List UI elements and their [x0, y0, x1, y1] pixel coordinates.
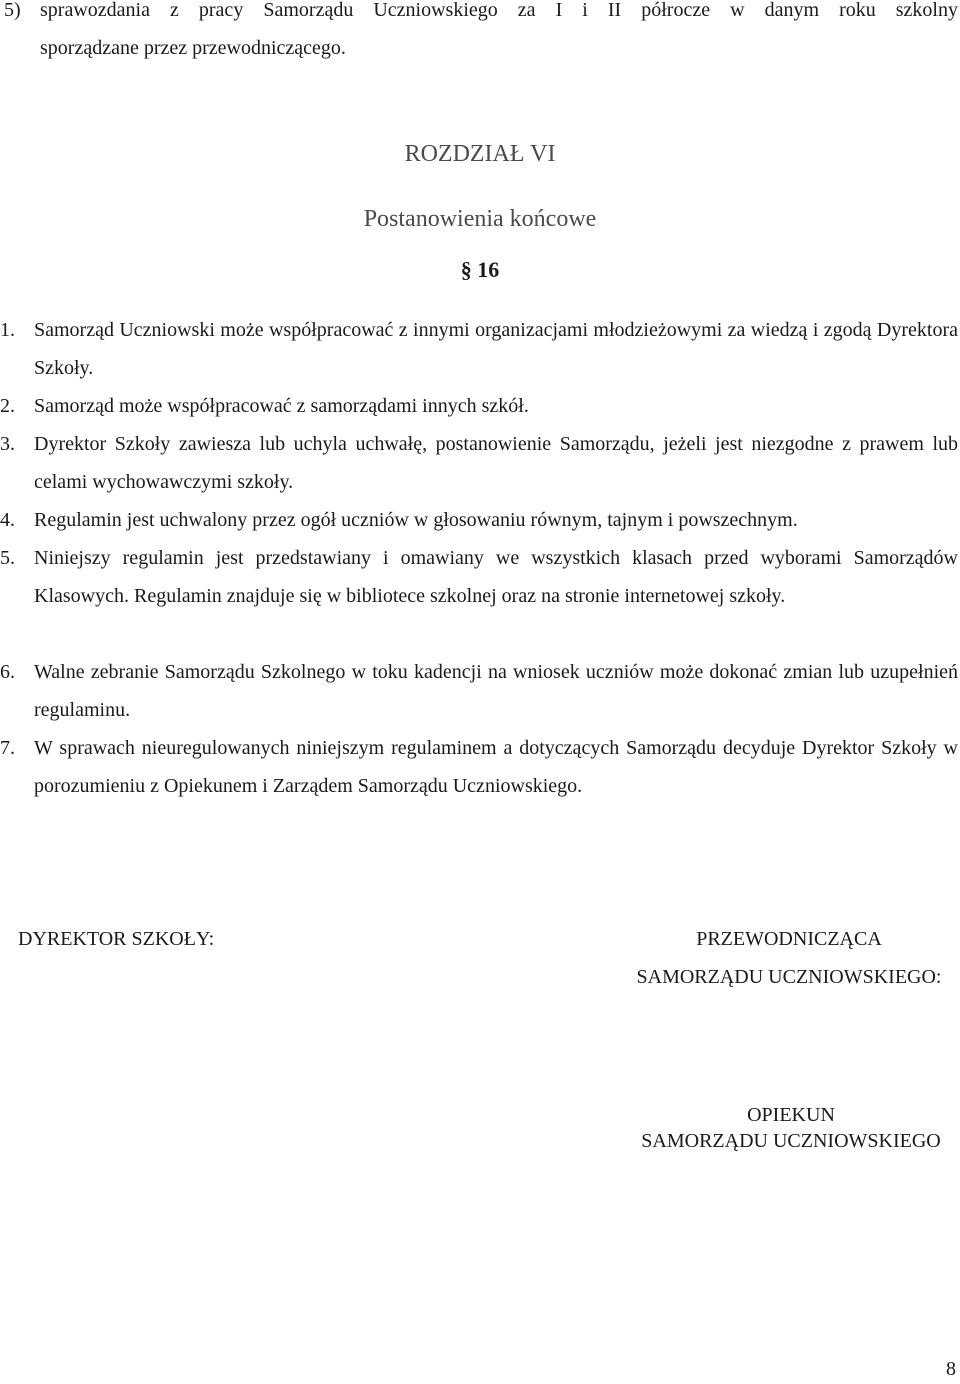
list-item-number: 2. — [0, 395, 15, 417]
list-item-text: Dyrektor Szkoły zawiesza lub uchyla uchwałę, postanowienie Samorządu, jeżeli jest niezgodne z prawem lub celami wychowawczymi szkoły. — [34, 433, 958, 493]
page-number: 8 — [946, 1358, 956, 1380]
chapter-subtitle: Postanowienia końcowe — [363, 206, 597, 232]
list-item — [0, 387, 958, 425]
list-item-text: Regulamin jest uchwalony przez ogół uczniów w głosowaniu równym, tajnym i powszechnym. — [34, 509, 798, 531]
list-item — [0, 311, 958, 387]
list-item-text: W sprawach nieuregulowanych niniejszym regulaminem a dotyczących Samorządu decyduje Dyrektor Szkoły w porozumieniu z Opiekunem i Zarządem Samorządu Uczniowskiego. — [34, 737, 958, 797]
list-item-number: 1. — [0, 319, 15, 341]
director-signature-label: DYREKTOR SZKOŁY: — [18, 928, 215, 950]
intro-item-number: 5) — [4, 0, 21, 21]
list-item — [0, 425, 958, 501]
list-item — [0, 653, 958, 729]
list-item — [0, 729, 958, 805]
list-item — [0, 539, 958, 615]
chair-signature-label — [622, 926, 956, 990]
list-item — [0, 501, 958, 539]
list-item-number: 7. — [0, 737, 15, 759]
section-number: § 16 — [460, 257, 500, 282]
list-item-text: Walne zebranie Samorządu Szkolnego w toku kadencji na wniosek uczniów może dokonać zmian lub uzupełnień regulaminu. — [34, 661, 958, 721]
list-item-text: Samorząd może współpracować z samorządami innych szkół. — [34, 395, 529, 417]
intro-item-line1: sprawozdania z pracy Samorządu Uczniowskiego za I i II półrocze w danym roku szkolny — [40, 0, 958, 21]
chair-signature-line1: PRZEWODNICZĄCA — [696, 928, 882, 950]
guardian-signature-label — [626, 1102, 956, 1154]
intro-list-item — [0, 0, 958, 67]
chair-signature-line2: SAMORZĄDU UCZNIOWSKIEGO: — [636, 966, 942, 988]
chapter-title: ROZDZIAŁ VI — [404, 141, 556, 167]
list-item-number: 3. — [0, 433, 15, 455]
intro-item-line2: sporządzane przez przewodniczącego. — [40, 37, 346, 59]
guardian-signature-line1: OPIEKUN — [747, 1104, 835, 1126]
list-item-number: 4. — [0, 509, 15, 531]
list-item-number: 6. — [0, 661, 15, 683]
list-item-text: Niniejszy regulamin jest przedstawiany i omawiany we wszystkich klasach przed wyborami Samorządów Klasowych. Regulamin znajduje się w bibliotece szkolnej oraz na stronie internetowej szkoły. — [34, 547, 958, 607]
guardian-signature-line2: SAMORZĄDU UCZNIOWSKIEGO — [641, 1130, 941, 1152]
list-item-text: Samorząd Uczniowski może współpracować z innymi organizacjami młodzieżowymi za wiedzą i zgodą Dyrektora Szkoły. — [34, 319, 958, 379]
list-item-number: 5. — [0, 547, 15, 569]
